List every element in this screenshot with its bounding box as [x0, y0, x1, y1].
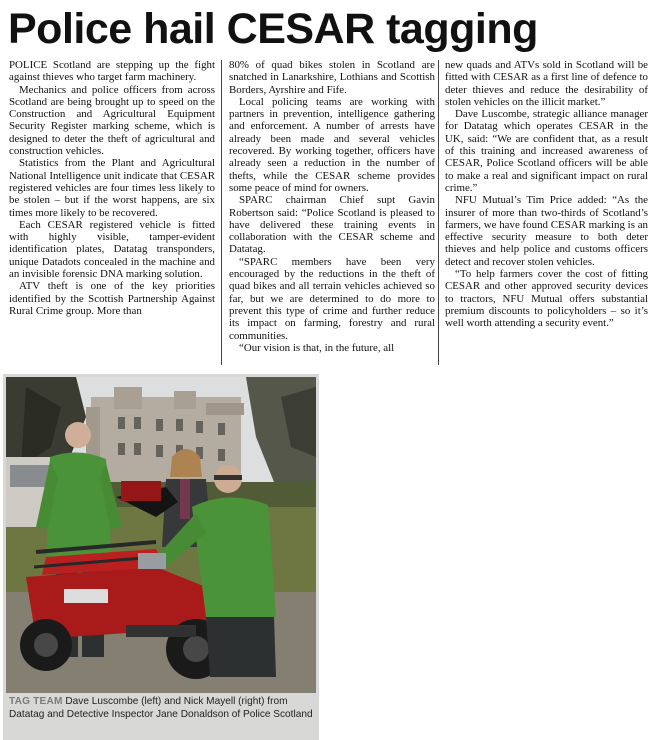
article-paragraph: “SPARC members have been very encouraged by the reductions in the theft of quad bikes and all terrain vehicles achieved so far, but we are determined to do more to prevent this type of crime and further reduce its impact on farming, forestry and rural communities. [229, 255, 435, 342]
article-paragraph: new quads and ATVs sold in Scotland will be fitted with CESAR as a first line of defence to deter thieves and reduce the desirability of stolen vehicles on the illicit market.” [445, 59, 648, 108]
article-paragraph: Statistics from the Plant and Agricultural National Intelligence unit indicate that CESAR registered vehicles are four times less likely to be stolen – but if the worst happens, are six times more likely to be recovered. [9, 157, 215, 219]
article-paragraph: ATV theft is one of the key priorities identified by the Scottish Partnership Against Rural Crime group. More than [9, 280, 215, 317]
article-column-2 [229, 59, 435, 367]
caption-text: Dave Luscombe (left) and Nick Mayell (right) from Datatag and Detective Inspector Jane Donaldson of Police Scotland [9, 696, 313, 720]
article-paragraph: “Our vision is that, in the future, all [239, 341, 395, 354]
article-paragraph: SPARC chairman Chief supt Gavin Robertson said: “Police Scotland is pleased to have delivered these training events in collaboration with the CESAR scheme and Datatag. [229, 194, 435, 256]
article-paragraph: Mechanics and police officers from across Scotland are being brought up to speed on the Construction and Agricultural Equipment Security Register marking scheme, which is designed to deter the theft of agricultural and construction vehicles. [9, 83, 215, 158]
news-photo [6, 377, 316, 693]
article-paragraph: Each CESAR registered vehicle is fitted with highly visible, tamper-evident identification plates, Datatag transponders, unique Datadots concealed in the machine and an invisible forensic DNA marking solution. [9, 218, 215, 281]
caption-tag: TAG TEAM [9, 696, 63, 707]
photo-caption [9, 696, 315, 721]
article-paragraph: “To help farmers cover the cost of fitting CESAR and other approved security devices to tractors, NFU Mutual offers substantial premium discounts to policyholders – so it’s well worth attending a security event.” [445, 268, 648, 330]
article-paragraph: 80% of quad bikes stolen in Scotland are snatched in Lanarkshire, Lothians and Scottish Borders, Ayrshire and Fife. [229, 59, 435, 96]
article-column-1 [9, 59, 215, 367]
article-paragraph: POLICE Scotland are stepping up the fight against thieves who target farm machinery. [9, 59, 215, 84]
photo-illustration [6, 377, 316, 693]
article-column-3 [445, 59, 648, 367]
headline: Police hail CESAR tagging [8, 5, 538, 53]
article-paragraph: NFU Mutual’s Tim Price added: “As the insurer of more than two-thirds of Scotland’s farmers, we have found CESAR marking is an effective security measure to both deter thieves and help police and customs officers detect and recover stolen vehicles. [445, 194, 648, 268]
photo-frame [3, 374, 319, 740]
article-paragraph: Dave Luscombe, strategic alliance manager for Datatag which operates CESAR in the UK, said: “We are confident that, as a result of this training and increased awareness of CESAR, Police Scotland officers will be able to make a real and significant impact on rural crime.” [445, 108, 648, 194]
column-divider [438, 60, 439, 365]
column-divider [221, 60, 222, 365]
article-paragraph: Local policing teams are working with partners in prevention, intelligence gathering and enforcement. A number of arrests have already been made and several vehicles recovered. By working together, officers have already seen a reduction in the number of thefts, while the CESAR scheme provides some peace of mind for owners. [229, 95, 435, 194]
